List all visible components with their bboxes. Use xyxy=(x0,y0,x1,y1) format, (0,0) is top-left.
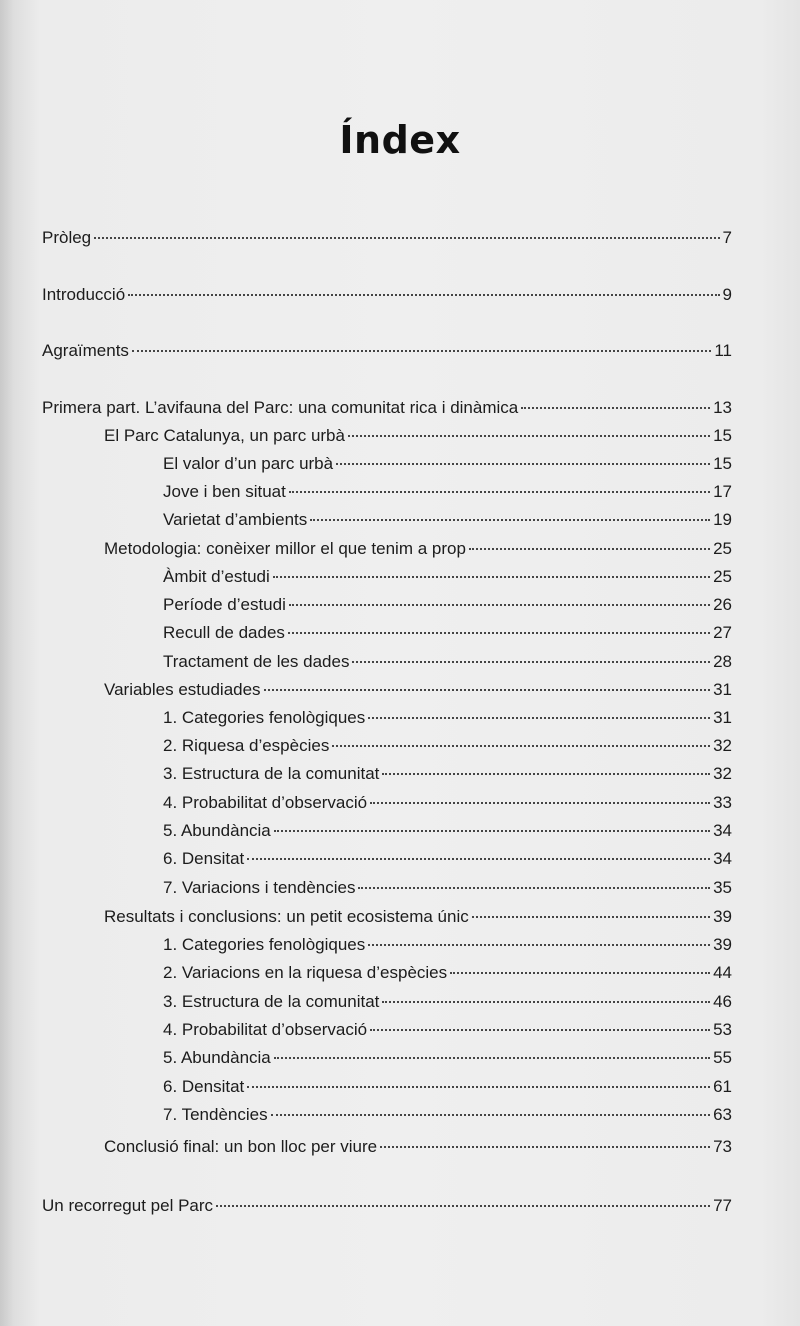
toc-entry-page: 77 xyxy=(713,1196,732,1215)
toc-entry xyxy=(163,962,732,984)
leader-dots xyxy=(332,745,710,747)
toc-entry xyxy=(163,707,732,729)
toc-entry-label: El valor d’un parc urbà xyxy=(163,454,334,473)
toc-entry-page: 53 xyxy=(713,1020,732,1039)
toc-entry-page: 31 xyxy=(713,708,732,727)
toc-entry-label: Variables estudiades xyxy=(104,680,261,699)
toc-entry-label: Tractament de les dades xyxy=(163,652,350,671)
toc-entry-page: 44 xyxy=(713,963,732,982)
leader-dots xyxy=(247,858,710,860)
toc-entry-label: Pròleg xyxy=(42,228,92,247)
toc-entry xyxy=(163,481,732,503)
toc-entry xyxy=(163,1076,732,1098)
toc-entry-page: 32 xyxy=(713,764,732,783)
toc-entry-page: 25 xyxy=(713,567,732,586)
leader-dots xyxy=(216,1205,710,1207)
leader-dots xyxy=(521,407,710,409)
toc-entry xyxy=(42,1195,732,1217)
toc-entry-page: 33 xyxy=(713,793,732,812)
leader-dots xyxy=(310,519,710,521)
toc-entry xyxy=(42,284,732,306)
toc-entry-page: 34 xyxy=(713,821,732,840)
toc-entry xyxy=(163,651,732,673)
toc-entry-label: 6. Densitat xyxy=(163,849,245,868)
toc-entry-label: 3. Estructura de la comunitat xyxy=(163,764,380,783)
leader-dots xyxy=(450,972,710,974)
leader-dots xyxy=(469,548,710,550)
toc-entry xyxy=(163,848,732,870)
leader-dots xyxy=(382,773,710,775)
leader-dots xyxy=(289,491,710,493)
toc-entry-label: 1. Categories fenològiques xyxy=(163,935,366,954)
leader-dots xyxy=(128,294,719,296)
toc-entry xyxy=(163,991,732,1013)
toc-entry-page: 61 xyxy=(713,1077,732,1096)
toc-entry xyxy=(42,227,732,249)
page-title: Índex xyxy=(339,118,461,162)
toc-entry-label: 3. Estructura de la comunitat xyxy=(163,992,380,1011)
toc-entry-page: 55 xyxy=(713,1048,732,1067)
toc-entry-page: 32 xyxy=(713,736,732,755)
leader-dots xyxy=(368,944,710,946)
toc-entry xyxy=(163,1047,732,1069)
toc-entry-label: Introducció xyxy=(42,285,126,304)
leader-dots xyxy=(336,463,710,465)
toc-entry-label: Metodologia: conèixer millor el que tenim a prop xyxy=(104,539,466,558)
toc-entry-page: 17 xyxy=(713,482,732,501)
leader-dots xyxy=(358,887,710,889)
toc-entry-label: Primera part. L’avifauna del Parc: una comunitat rica i dinàmica xyxy=(42,398,519,417)
toc-entry-page: 26 xyxy=(713,595,732,614)
leader-dots xyxy=(382,1001,710,1003)
toc-entry xyxy=(104,538,732,560)
toc-entry-label: 2. Variacions en la riquesa d’espècies xyxy=(163,963,448,982)
toc-entry xyxy=(163,763,732,785)
leader-dots xyxy=(288,632,710,634)
toc-entry-label: Període d’estudi xyxy=(163,595,286,614)
toc-entry-page: 39 xyxy=(713,935,732,954)
toc-entry-page: 35 xyxy=(713,878,732,897)
toc-entry-page: 28 xyxy=(713,652,732,671)
toc-entry-label: 4. Probabilitat d’observació xyxy=(163,793,368,812)
toc-entry xyxy=(163,877,732,899)
toc-entry-page: 15 xyxy=(713,454,732,473)
toc-entry xyxy=(163,566,732,588)
toc-entry-page: 73 xyxy=(713,1137,732,1156)
toc-entry-page: 34 xyxy=(713,849,732,868)
leader-dots xyxy=(368,717,710,719)
toc-entry-label: 7. Tendències xyxy=(163,1105,268,1124)
toc-entry-label: 6. Densitat xyxy=(163,1077,245,1096)
toc-entry-label: Resultats i conclusions: un petit ecosistema únic xyxy=(104,907,469,926)
leader-dots xyxy=(352,661,710,663)
toc-entry-label: Jove i ben situat xyxy=(163,482,286,501)
toc-entry-label: Recull de dades xyxy=(163,623,285,642)
toc-entry xyxy=(163,1019,732,1041)
leader-dots xyxy=(247,1086,710,1088)
toc-entry-page: 11 xyxy=(714,341,732,360)
toc-entry xyxy=(42,397,732,419)
leader-dots xyxy=(132,350,711,352)
leader-dots xyxy=(264,689,711,691)
leader-dots xyxy=(348,435,710,437)
toc-entry-page: 19 xyxy=(713,510,732,529)
leader-dots xyxy=(370,802,710,804)
toc-entry xyxy=(163,594,732,616)
toc-entry-label: 4. Probabilitat d’observació xyxy=(163,1020,368,1039)
toc-entry xyxy=(163,1104,732,1126)
toc-entry-label: Conclusió final: un bon lloc per viure xyxy=(104,1137,378,1156)
toc-entry-label: 7. Variacions i tendències xyxy=(163,878,356,897)
toc-entry xyxy=(163,509,732,531)
toc-entry-label: Varietat d’ambients xyxy=(163,510,308,529)
toc-entry-page: 7 xyxy=(722,228,732,247)
toc-entry xyxy=(163,735,732,757)
toc-entry xyxy=(42,340,732,362)
toc-entry-label: 5. Abundància xyxy=(163,821,271,840)
toc-entry xyxy=(163,622,732,644)
toc-entry-label: 5. Abundància xyxy=(163,1048,271,1067)
toc-entry-page: 46 xyxy=(713,992,732,1011)
leader-dots xyxy=(380,1146,710,1148)
toc-entry xyxy=(163,792,732,814)
toc-entry-page: 13 xyxy=(713,398,732,417)
toc-entry xyxy=(104,679,732,701)
toc-entry xyxy=(104,906,732,928)
toc-entry-label: Un recorregut pel Parc xyxy=(42,1196,214,1215)
leader-dots xyxy=(273,576,710,578)
leader-dots xyxy=(94,237,719,239)
toc-entry xyxy=(163,453,732,475)
toc-entry-page: 39 xyxy=(713,907,732,926)
toc-entry-page: 9 xyxy=(722,285,732,304)
toc-entry-label: 1. Categories fenològiques xyxy=(163,708,366,727)
leader-dots xyxy=(472,916,710,918)
toc-entry-label: El Parc Catalunya, un parc urbà xyxy=(104,426,345,445)
leader-dots xyxy=(274,1057,710,1059)
toc-entry-page: 15 xyxy=(713,426,732,445)
toc-entry-page: 63 xyxy=(713,1105,732,1124)
leader-dots xyxy=(271,1114,710,1116)
leader-dots xyxy=(274,830,710,832)
toc-entry-label: Àmbit d’estudi xyxy=(163,567,270,586)
toc-entry-label: 2. Riquesa d’espècies xyxy=(163,736,330,755)
toc-entry-label: Agraïments xyxy=(42,341,129,360)
toc-entry-page: 25 xyxy=(713,539,732,558)
toc-entry-page: 31 xyxy=(713,680,732,699)
toc-entry xyxy=(163,934,732,956)
toc-entry xyxy=(104,1136,732,1158)
toc-entry-page: 27 xyxy=(713,623,732,642)
leader-dots xyxy=(289,604,710,606)
toc-entry xyxy=(104,425,732,447)
toc-entry xyxy=(163,820,732,842)
leader-dots xyxy=(370,1029,710,1031)
